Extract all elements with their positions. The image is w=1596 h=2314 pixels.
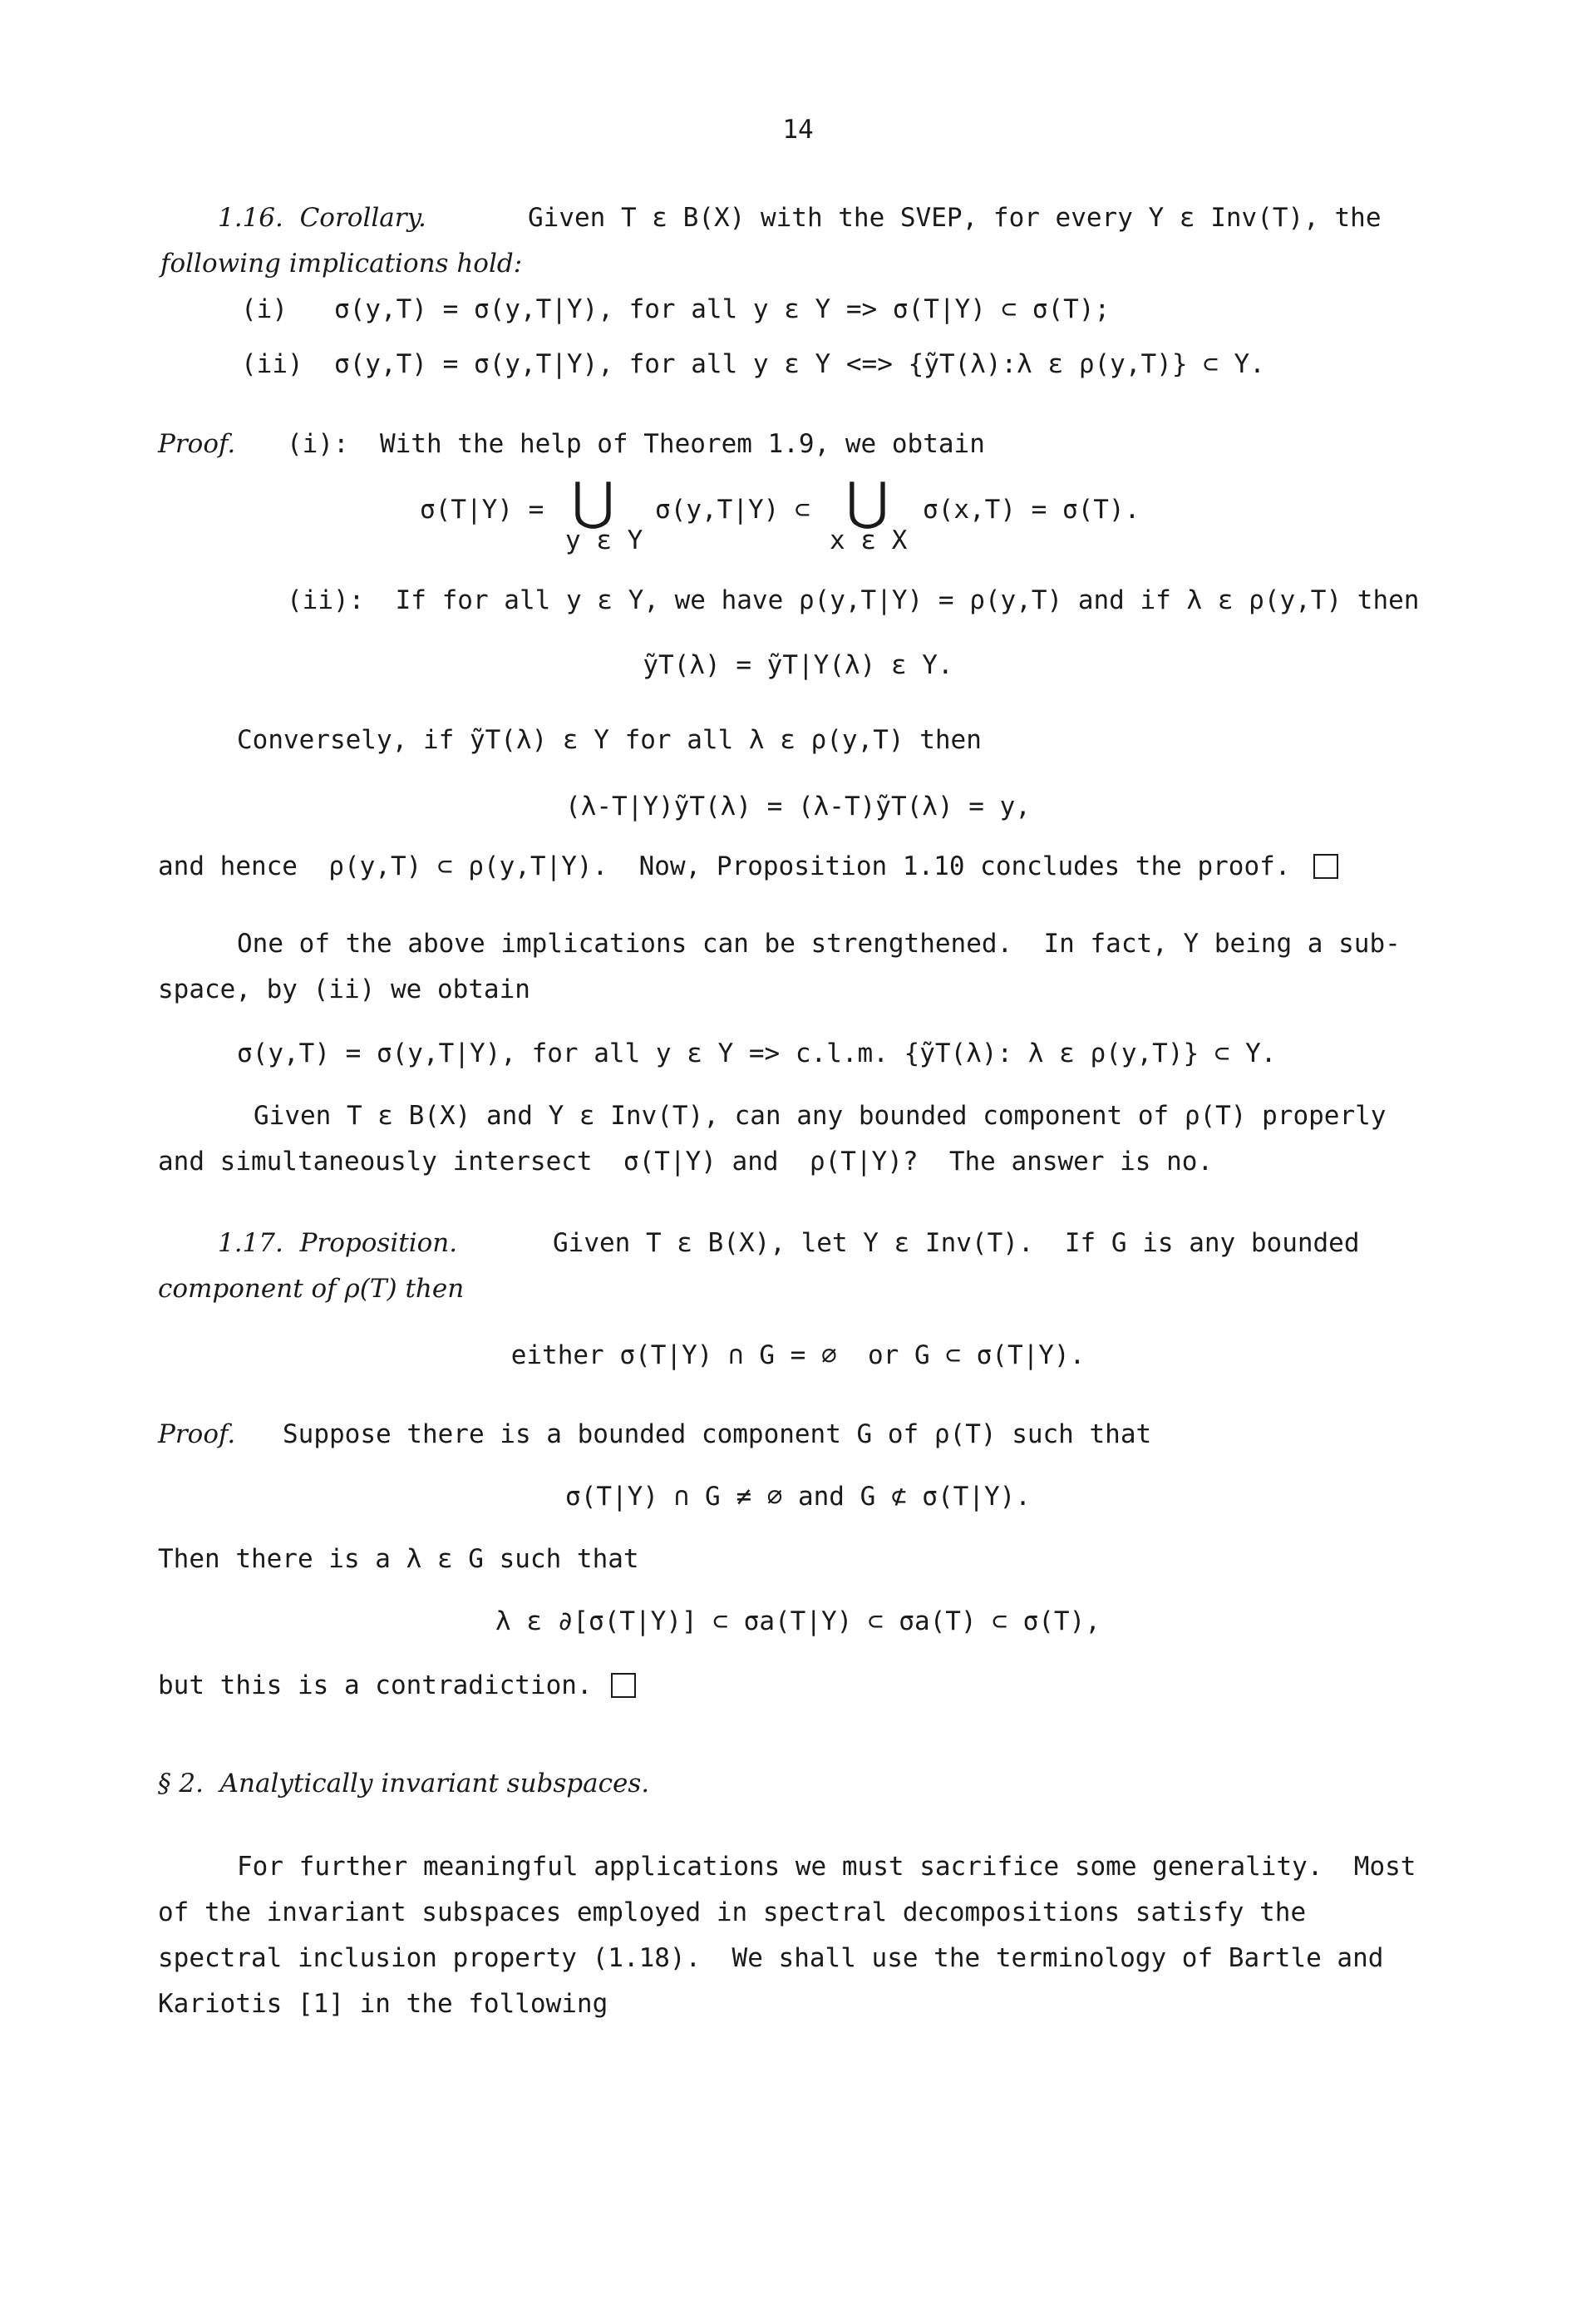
corollary-statement-line1: Given T ε B(X) with the SVEP, for every Y ε Inv(T), the	[528, 203, 1382, 233]
section-line2: of the invariant subspaces employed in spectral decompositions satisfy the	[158, 1897, 1307, 1927]
union-subscript-y: y ε Y	[565, 525, 643, 555]
section-line4: Kariotis [1] in the following	[158, 1989, 608, 2019]
proof-conclusion-line: and hence ρ(y,T) ⊂ ρ(y,T|Y). Now, Proposition 1.10 concludes the proof.	[158, 851, 1291, 881]
proposition-line2: component of ρ(T) then	[158, 1274, 465, 1304]
union-symbol: ⋃	[846, 471, 889, 531]
corollary-heading: 1.16. Corollary.	[218, 203, 426, 233]
section-line1: For further meaningful applications we must sacrifice some generality. Most	[237, 1852, 1416, 1882]
remark-line2: space, by (ii) we obtain	[158, 974, 530, 1004]
proof2-equation2: λ ε ∂[σ(T|Y)] ⊂ σa(T|Y) ⊂ σa(T) ⊂ σ(T),	[495, 1606, 1101, 1636]
proposition-heading: 1.17. Proposition.	[218, 1228, 458, 1258]
proof2-line2: Then there is a λ ε G such that	[158, 1544, 639, 1574]
corollary-statement-line2: following implications hold:	[160, 249, 523, 279]
union-equation-right: σ(x,T) = σ(T).	[923, 495, 1140, 525]
proof2-line1: Suppose there is a bounded component G of ρ(T) such that	[283, 1419, 1152, 1449]
qed-box	[611, 1673, 636, 1698]
remark-equation: σ(y,T) = σ(y,T|Y), for all y ε Y => c.l.m. {ỹT(λ): λ ε ρ(y,T)} ⊂ Y.	[237, 1039, 1277, 1068]
proof-line-ii: (ii): If for all y ε Y, we have ρ(y,T|Y) = ρ(y,T) and if λ ε ρ(y,T) then	[287, 585, 1420, 615]
proof-label: Proof.	[158, 429, 236, 459]
proof2-line3: but this is a contradiction.	[158, 1670, 593, 1700]
remark-line4: and simultaneously intersect σ(T|Y) and ρ(T|Y)? The answer is no.	[158, 1147, 1214, 1177]
equation-ii-1: ỹT(λ) = ỹT|Y(λ) ε Y.	[643, 650, 953, 680]
corollary-item-i: (i) σ(y,T) = σ(y,T|Y), for all y ε Y => σ(T|Y) ⊂ σ(T);	[241, 294, 1111, 324]
union-equation-mid: σ(y,T|Y) ⊂	[655, 495, 826, 525]
union-equation-left: σ(T|Y) =	[420, 495, 559, 525]
proof-label: Proof.	[158, 1419, 236, 1449]
proof-line-i: (i): With the help of Theorem 1.9, we obtain	[287, 429, 985, 459]
union-symbol: ⋃	[572, 471, 614, 531]
remark-line3: Given T ε B(X) and Y ε Inv(T), can any bounded component of ρ(T) properly	[254, 1101, 1387, 1131]
section-line3: spectral inclusion property (1.18). We shall use the terminology of Bartle and	[158, 1943, 1384, 1973]
union-subscript-x: x ε X	[830, 525, 908, 555]
corollary-item-ii: (ii) σ(y,T) = σ(y,T|Y), for all y ε Y <=> {ỹT(λ):λ ε ρ(y,T)} ⊂ Y.	[241, 349, 1265, 379]
conversely-line: Conversely, if ỹT(λ) ε Y for all λ ε ρ(y,T) then	[237, 725, 982, 755]
proposition-line1: Given T ε B(X), let Y ε Inv(T). If G is any bounded	[553, 1228, 1360, 1258]
proof2-equation1: σ(T|Y) ∩ G ≠ ∅ and G ⊄ σ(T|Y).	[565, 1482, 1031, 1512]
section-heading: § 2. Analytically invariant subspaces.	[158, 1769, 650, 1798]
page-number: 14	[782, 115, 814, 145]
remark-line1: One of the above implications can be strengthened. In fact, Y being a sub-	[237, 929, 1401, 959]
qed-box	[1313, 854, 1338, 879]
proposition-equation: either σ(T|Y) ∩ G = ∅ or G ⊂ σ(T|Y).	[510, 1340, 1086, 1370]
equation-ii-2: (λ-T|Y)ỹT(λ) = (λ-T)ỹT(λ) = y,	[565, 792, 1031, 821]
